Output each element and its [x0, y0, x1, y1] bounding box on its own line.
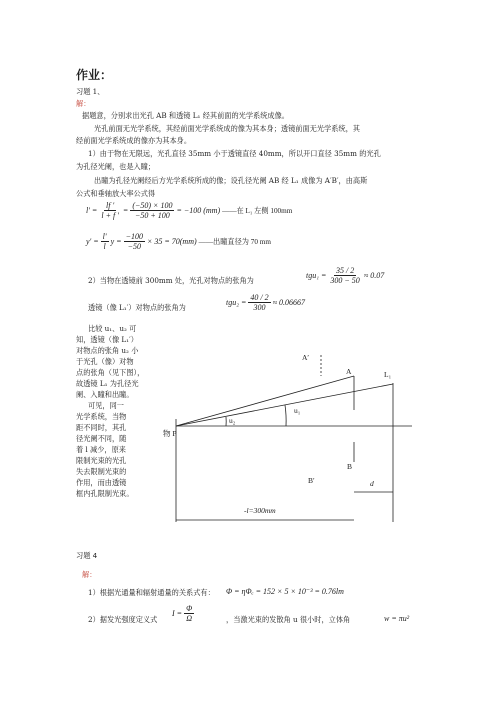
label-distance: -l=300mm: [244, 506, 276, 515]
equation-intensity: [172, 604, 196, 623]
eq2-mid: y =: [110, 237, 122, 246]
ex4-paragraph-2a: 2）据发光强度定义式: [88, 615, 158, 624]
eq1-den1: l + f ': [101, 211, 119, 220]
ex1-paragraph-3a: 1）由于物在无限远，光孔直径 35mm 小于透镜直径 40mm，所以开口直径 35mm 的光孔: [88, 149, 381, 158]
ray-u1: [176, 376, 354, 426]
ex1-paragraph-4a: 出瞳为孔径光阑经后方光学系统所成的像；设孔径光阑 AB 经 L₁ 成像为 A′B′，由高斯: [94, 176, 368, 185]
label-object: 物 P: [163, 429, 177, 438]
eq1-num2: (−50) × 100: [132, 201, 173, 210]
ex1-paragraph-6: 透镜（像 L₁′）对物点的张角为: [88, 303, 186, 312]
ex4-paragraph-1: 1）根据光通量和辐射通量的关系式有：: [88, 588, 215, 597]
side-line: 比较 u₁、u₂ 可: [88, 324, 137, 333]
eq2-note: ——出瞳直径为 70 mm: [198, 237, 271, 246]
label-u1: u₁: [294, 406, 301, 415]
ex1-paragraph-4b: 公式和垂轴放大率公式得: [76, 189, 156, 198]
eq1-lhs: l' =: [86, 206, 98, 215]
eq-intensity-lhs: I =: [172, 609, 183, 618]
eq2-num1: l': [102, 232, 107, 241]
side-line: 光学系统，当物: [76, 412, 127, 421]
eq-intensity-den: Ω: [186, 614, 192, 623]
side-line: 距不同时，其孔: [76, 423, 127, 432]
side-line: 于光孔（像）对物: [76, 357, 134, 366]
ex1-paragraph-1: 据题意，分别求出光孔 AB 和透镜 L₁ 经其前面的光学系统成像。: [82, 111, 289, 120]
exercise1-heading: 习题 1、: [76, 87, 105, 96]
side-line: 点的张角（见下图），: [76, 368, 145, 377]
label-B: B: [347, 462, 353, 471]
eq1-note: ——在 L₁ 左侧 100mm: [222, 206, 293, 215]
exercise4-solution-label: 解：: [82, 570, 97, 579]
eq4-rhs: ≈ 0.06667: [272, 298, 306, 307]
eq3-num: 35 / 2: [335, 266, 355, 275]
eq4-den: 300: [253, 303, 266, 312]
equation-luminous-flux: Φ = ηΦₑ = 152 × 5 × 10⁻³ = 0.76lm: [226, 587, 344, 596]
eq1-num1: lf ': [106, 201, 115, 210]
eq2-rhs: × 35 = 70(mm): [146, 237, 197, 246]
label-d: d: [370, 479, 374, 488]
ex1-paragraph-2b: 经前面光学系统成的像亦为其本身。: [76, 136, 192, 145]
ex1-paragraph-5: 2）当物在透镜前 300mm 处，光孔对物点的张角为: [88, 276, 254, 285]
eq4-lhs: tgu₂ =: [226, 298, 247, 307]
side-line: 对物点的张角 u₂ 小: [76, 346, 139, 355]
exercise1-solution-label: 解：: [76, 99, 91, 108]
side-line: 故透镜 L₁ 为孔径光: [76, 379, 139, 388]
label-L1: L₁: [384, 370, 392, 379]
eq3-lhs: tgu₁ =: [306, 271, 327, 280]
page-title: 作业：: [76, 68, 113, 82]
ray-u2: [176, 384, 393, 426]
angle-arc-u1: [285, 405, 286, 426]
eq2-lhs: y' =: [86, 237, 99, 246]
eq1-rhs: = −100 (mm): [176, 206, 221, 215]
side-line: 框内孔限制光束。: [76, 489, 134, 498]
equation-solid-angle: w = πu²: [384, 614, 410, 623]
eq4-num: 40 / 2: [250, 293, 269, 302]
eq2-num2: −100: [125, 232, 143, 241]
ex1-paragraph-3b: 为孔径光阑，也是入瞳；: [76, 162, 156, 171]
ex1-paragraph-2a: 光孔前面无光学系统，其经前面光学系统成的像为其本身；透镜前面无光学系统，其: [94, 124, 360, 133]
side-line: 可见，同一: [88, 401, 124, 410]
side-line: 作用，而由透镜: [76, 478, 127, 487]
exercise4-heading: 习题 4: [76, 551, 98, 560]
side-line: 失去限制光束的: [76, 467, 127, 476]
eq2-den1: l: [103, 242, 106, 251]
label-A: A: [346, 367, 352, 376]
side-line: 阑、入瞳和出瞳。: [76, 390, 134, 399]
eq2-den2: −50: [127, 242, 141, 251]
eq1-den2: −50 + 100: [134, 211, 170, 220]
equation-image-distance: l' = $\frac{lf '}{l + f '}$ = $\frac{(-50) \times 100}{-50 + 100}$ = −100 (mm) ——在 L₁ 左侧 100mm: [86, 201, 293, 220]
ex4-paragraph-2b: ，当激光束的发散角 u 很小时，立体角: [226, 615, 351, 624]
eq3-den: 300 − 50: [330, 276, 360, 285]
side-line: 限制光束的光孔: [76, 456, 127, 465]
label-A-prime: A′: [302, 353, 310, 362]
eq-intensity-num: Φ: [186, 604, 193, 613]
side-line: 径光阑不同，随: [76, 434, 127, 443]
side-line: 知，透镜（像 L₁′）: [76, 335, 138, 344]
eq3-rhs: ≈ 0.07: [363, 271, 385, 280]
label-B-prime: B′: [308, 476, 315, 485]
label-u2: u₂: [229, 416, 236, 425]
side-line: 着 l 减少，原来: [76, 445, 126, 454]
